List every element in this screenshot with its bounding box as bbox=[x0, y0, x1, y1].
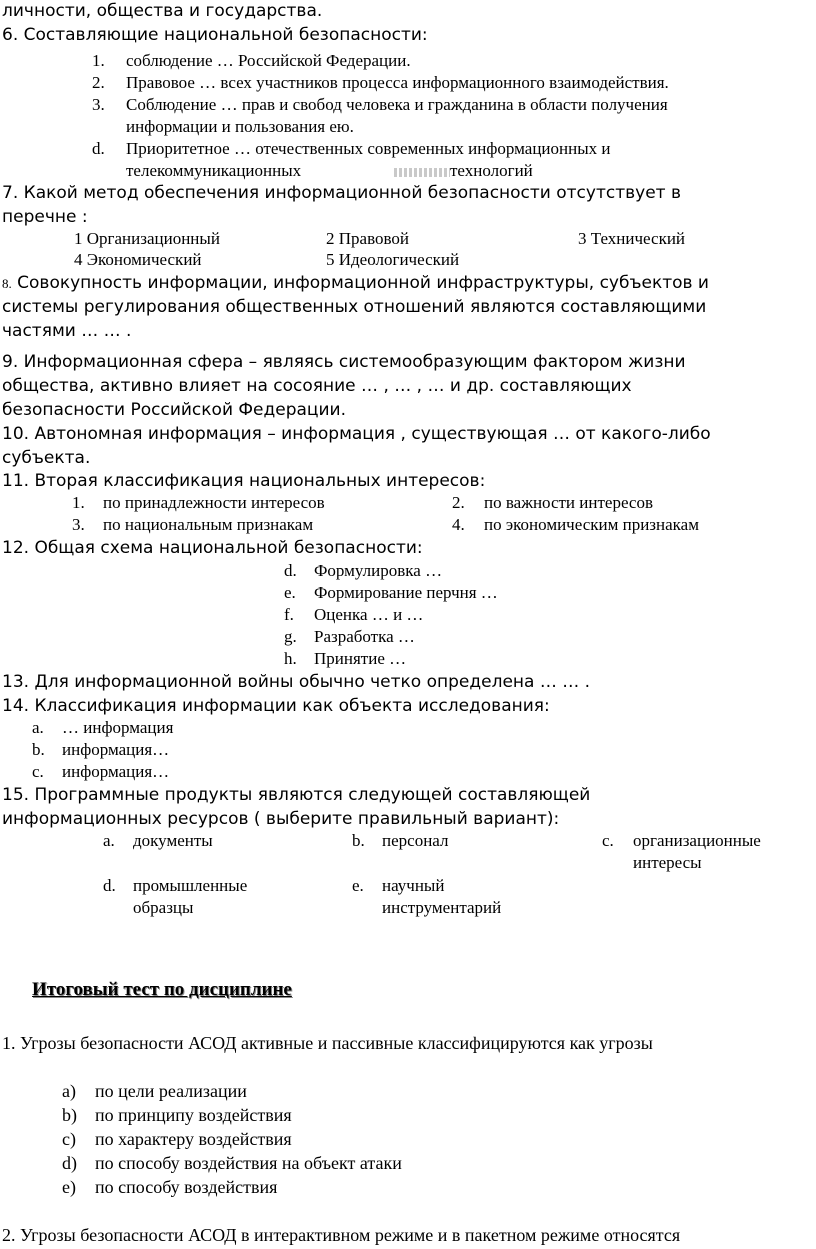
question-9-line-2: общества, активно влияет на сосояние … , … , … и др. составляющих bbox=[2, 376, 632, 396]
list-item: по важности интересов bbox=[484, 493, 653, 512]
list-item: Разработка … bbox=[314, 627, 415, 646]
list-number: f. bbox=[284, 605, 294, 624]
list-item-continuation: инструментарий bbox=[382, 898, 502, 917]
list-letter: b. bbox=[32, 740, 45, 759]
list-item-continuation: интересы bbox=[633, 853, 702, 872]
list-letter: a. bbox=[103, 831, 115, 850]
list-item: Приоритетное … отечественных современных информационных и bbox=[126, 139, 611, 158]
list-item: по принадлежности интересов bbox=[103, 493, 325, 512]
question-8-line-3: частями … … . bbox=[2, 321, 132, 341]
list-item: документы bbox=[133, 831, 213, 850]
question-11-title: 11. Вторая классификация национальных интересов: bbox=[2, 471, 486, 491]
option-1: 1 Организационный bbox=[74, 229, 220, 248]
list-item: по экономическим признакам bbox=[484, 515, 699, 534]
list-item: соблюдение … Российской Федерации. bbox=[126, 51, 411, 70]
list-item-continuation: образцы bbox=[133, 898, 194, 917]
question-text: Совокупность информации, информационной инфраструктуры, субъектов и bbox=[17, 273, 709, 293]
answer-letter: d) bbox=[62, 1153, 77, 1173]
list-item: Правовое … всех участников процесса информационного взаимодействия. bbox=[126, 73, 669, 92]
list-letter: d. bbox=[103, 876, 116, 895]
list-number: 4. bbox=[452, 515, 465, 534]
list-item: персонал bbox=[382, 831, 449, 850]
list-letter: e. bbox=[352, 876, 364, 895]
list-item: … информация bbox=[62, 718, 174, 737]
list-item: по национальным признакам bbox=[103, 515, 314, 534]
list-item-continuation-end bbox=[394, 160, 533, 182]
question-10-line-1: 10. Автономная информация – информация , существующая … от какого-либо bbox=[2, 424, 711, 444]
answer-letter: b) bbox=[62, 1105, 77, 1125]
continuation-line: личности, общества и государства. bbox=[2, 1, 323, 21]
list-number: 1. bbox=[72, 493, 85, 512]
list-number: d. bbox=[92, 139, 105, 158]
final-question-2: 2. Угрозы безопасности АСОД в интерактивном режиме и в пакетном режиме относятся bbox=[2, 1225, 681, 1245]
question-7-title-cont: перечне : bbox=[2, 207, 88, 227]
final-question-1: 1. Угрозы безопасности АСОД активные и пассивные классифицируются как угрозы bbox=[2, 1033, 653, 1053]
question-12-title: 12. Общая схема национальной безопасности: bbox=[2, 538, 423, 558]
option-5: 5 Идеологический bbox=[326, 250, 460, 269]
list-item-word: технологий bbox=[450, 161, 533, 180]
question-8-line-1 bbox=[2, 271, 709, 295]
list-number: d. bbox=[284, 561, 297, 580]
option-4: 4 Экономический bbox=[74, 250, 202, 269]
question-7-title: 7. Какой метод обеспечения информационной безопасности отсутствует в bbox=[2, 183, 681, 203]
question-13-title: 13. Для информационной войны обычно четко определена … … . bbox=[2, 672, 591, 692]
list-item: Формулировка … bbox=[314, 561, 443, 580]
list-letter: c. bbox=[32, 762, 44, 781]
blurred-text bbox=[394, 168, 450, 177]
question-6-title: 6. Составляющие национальной безопасности: bbox=[2, 25, 428, 45]
answer-option: по способу воздействия bbox=[95, 1177, 278, 1197]
answer-option: по способу воздействия на объект атаки bbox=[95, 1153, 402, 1173]
question-number: 8. bbox=[2, 276, 12, 291]
question-14-title: 14. Классификация информации как объекта исследования: bbox=[2, 696, 550, 716]
list-item-continuation: телекоммуникационных bbox=[126, 161, 302, 180]
answer-option: по цели реализации bbox=[95, 1081, 247, 1101]
answer-letter: c) bbox=[62, 1129, 76, 1149]
list-item: Формирование перчня … bbox=[314, 583, 498, 602]
answer-letter: a) bbox=[62, 1081, 76, 1101]
list-number: e. bbox=[284, 583, 296, 602]
list-number: 3. bbox=[92, 95, 105, 114]
question-9-line-1: 9. Информационная сфера – являясь системообразующим фактором жизни bbox=[2, 352, 686, 372]
list-item: Принятие … bbox=[314, 649, 407, 668]
list-number: 2. bbox=[452, 493, 465, 512]
list-number: 3. bbox=[72, 515, 85, 534]
list-item-continuation: информации и пользования ею. bbox=[126, 117, 354, 136]
list-letter: b. bbox=[352, 831, 365, 850]
option-2: 2 Правовой bbox=[326, 229, 409, 248]
list-number: 1. bbox=[92, 51, 105, 70]
list-letter: a. bbox=[32, 718, 44, 737]
list-item: информация… bbox=[62, 762, 170, 781]
section-heading: Итоговый тест по дисциплине bbox=[32, 979, 292, 1000]
list-number: h. bbox=[284, 649, 297, 668]
list-item: промышленные bbox=[133, 876, 248, 895]
answer-letter: e) bbox=[62, 1177, 76, 1197]
answer-option: по характеру воздействия bbox=[95, 1129, 292, 1149]
list-letter: c. bbox=[602, 831, 614, 850]
question-15-line-2: информационных ресурсов ( выберите правильный вариант): bbox=[2, 809, 560, 829]
question-15-line-1: 15. Программные продукты являются следующей составляющей bbox=[2, 785, 591, 805]
list-item: научный bbox=[382, 876, 445, 895]
question-10-line-2: субъекта. bbox=[2, 448, 91, 468]
question-9-line-3: безопасности Российской Федерации. bbox=[2, 400, 346, 420]
list-item: организационные bbox=[633, 831, 761, 850]
answer-option: по принципу воздействия bbox=[95, 1105, 292, 1125]
list-number: g. bbox=[284, 627, 297, 646]
question-8-line-2: системы регулирования общественных отношений являются составляющими bbox=[2, 297, 707, 317]
list-item: информация… bbox=[62, 740, 170, 759]
list-number: 2. bbox=[92, 73, 105, 92]
list-item: Оценка … и … bbox=[314, 605, 424, 624]
option-3: 3 Технический bbox=[578, 229, 686, 248]
list-item: Соблюдение … прав и свобод человека и гражданина в области получения bbox=[126, 95, 668, 114]
